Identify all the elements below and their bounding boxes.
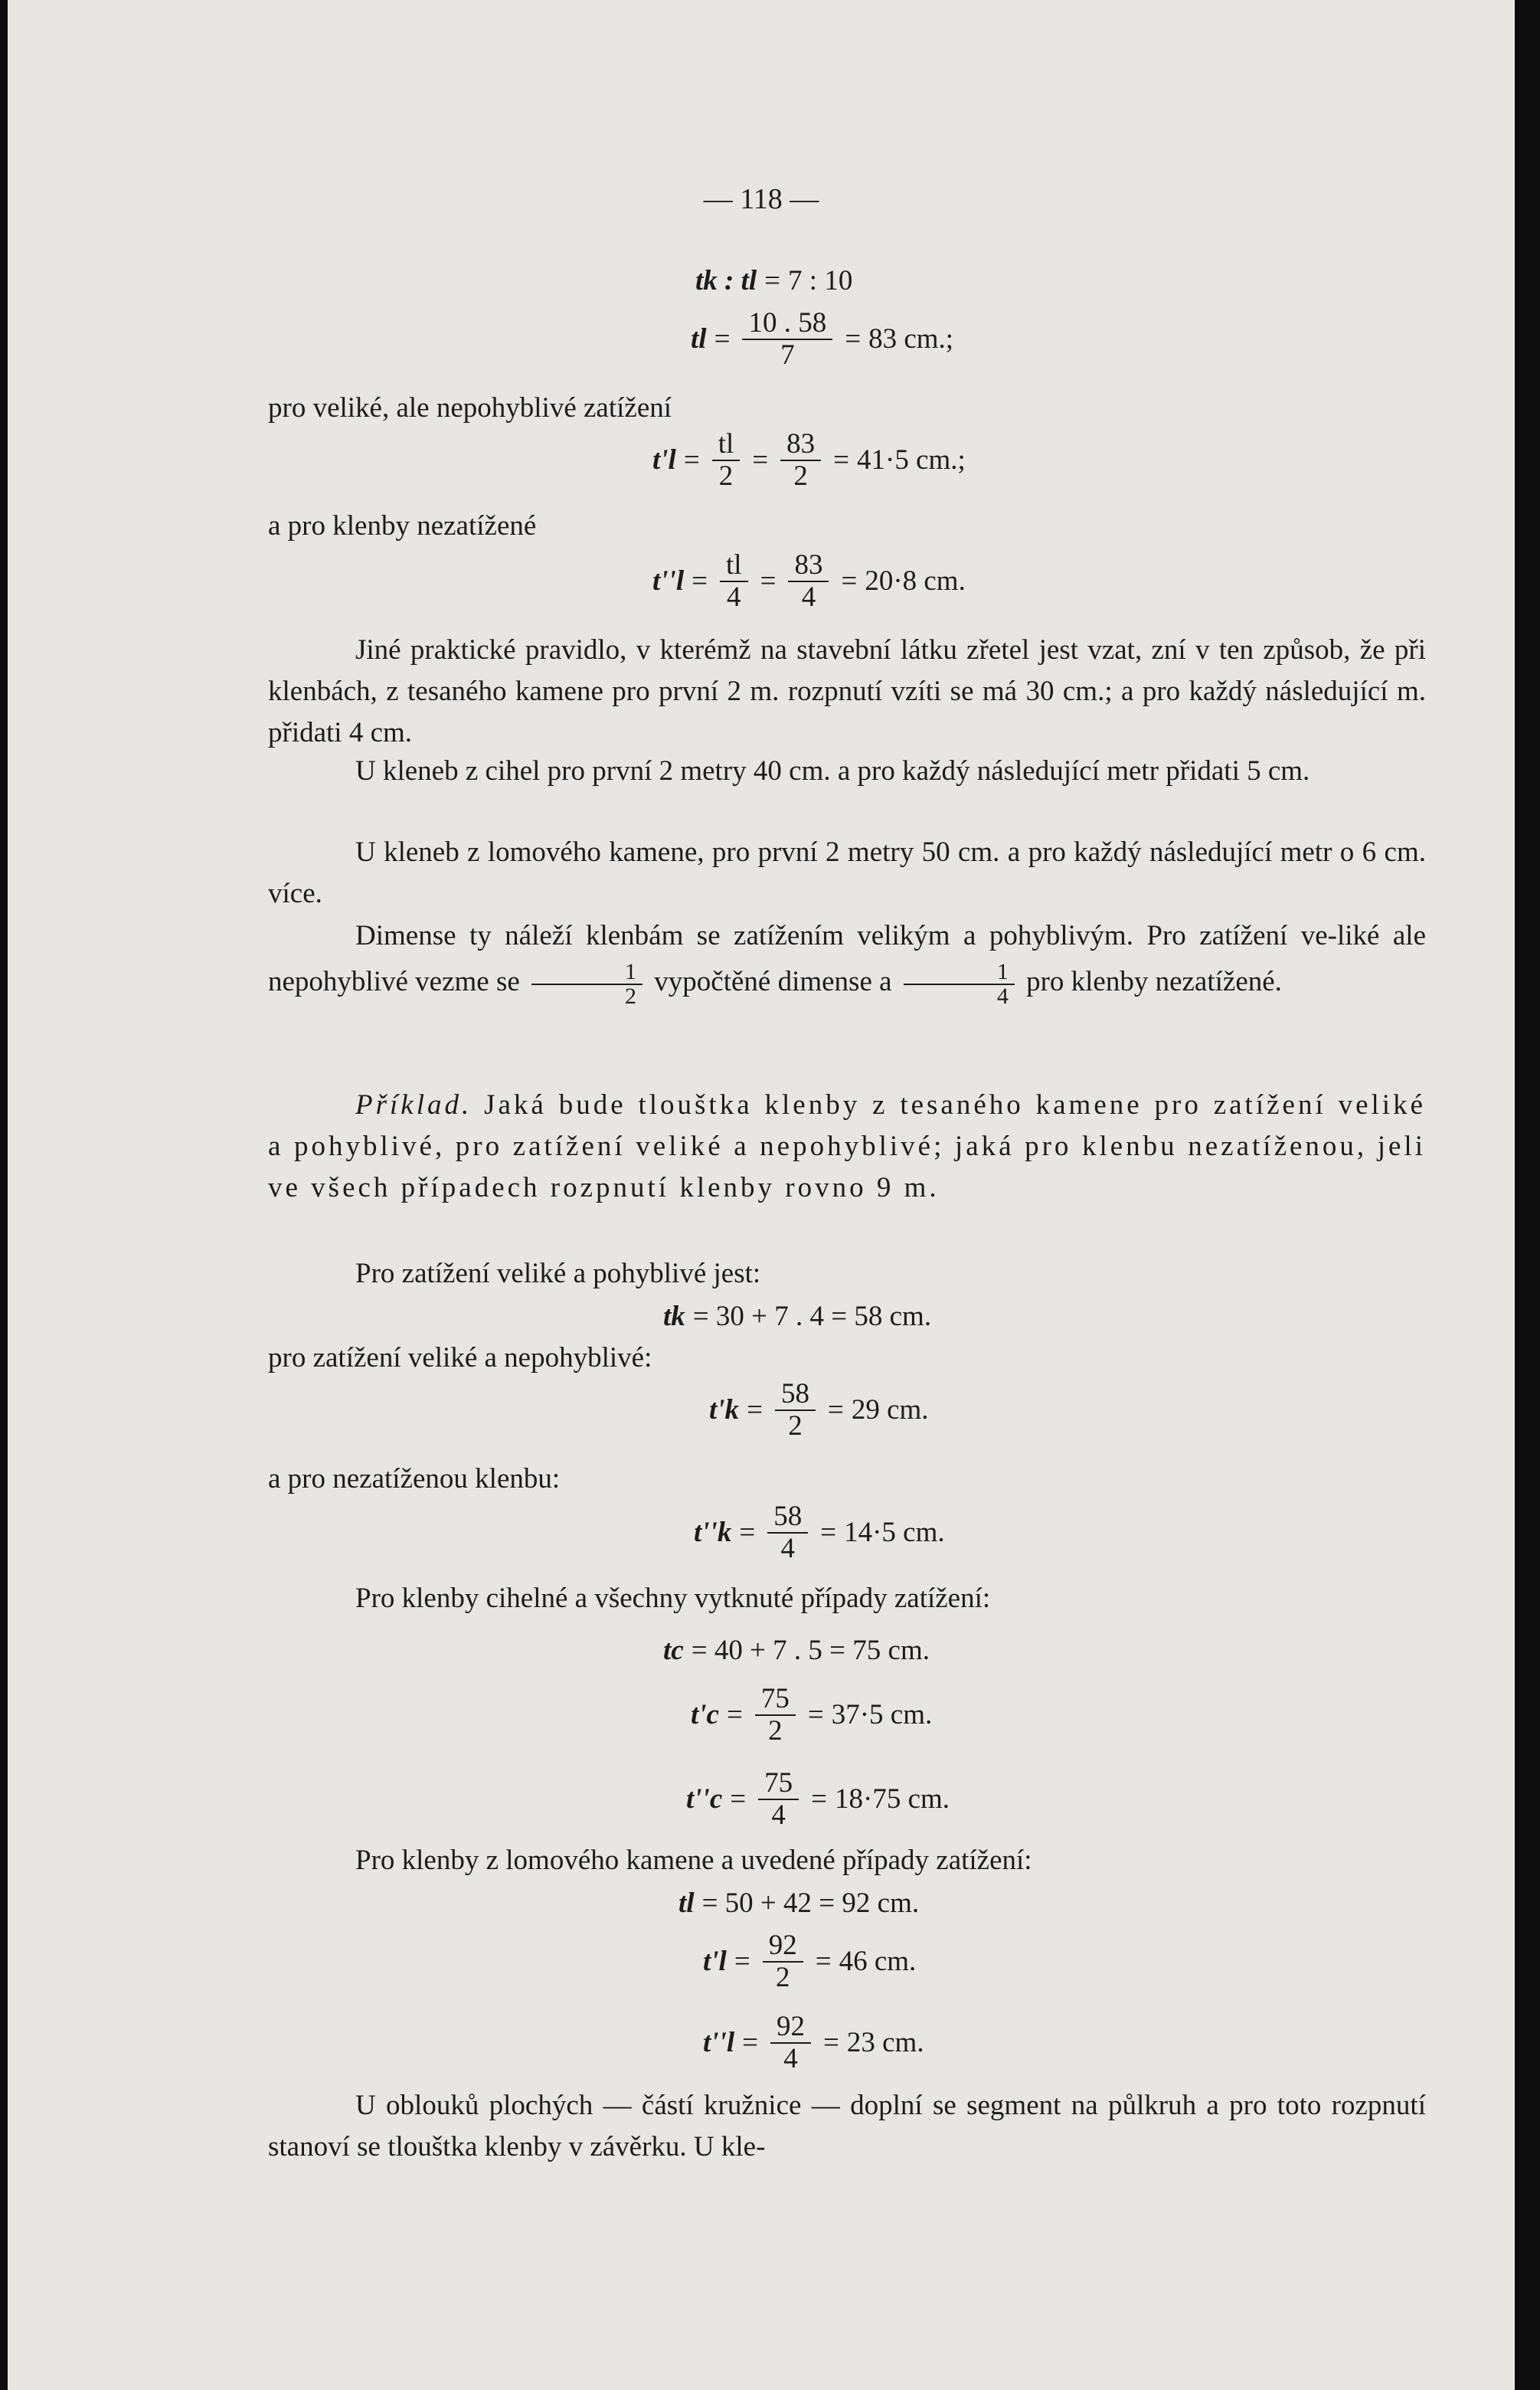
- equation-t1l2: t'l = $\frac{92}{2}$ = 46 cm.: [703, 1930, 917, 1993]
- priklad-label: Příklad.: [355, 1089, 472, 1121]
- equation-t1c: t'c = $\frac{75}{2}$ = 37·5 cm.: [691, 1683, 933, 1747]
- page-number: — 118 —: [703, 183, 819, 215]
- paragraph-jine: Jiné praktické pravidlo, v kterémž na stavební látku zřetel jest vzat, zní v ten způsob, že při klenbách, z tesaného kamene pro první 2 m. rozpnutí vzíti se má 30 cm.; a pro každý následující m. přidati 4 cm.: [268, 634, 1426, 748]
- paragraph-dimense: Dimense ty náleží klenbám se zatížením velikým a pohyblivým. Pro zatížení ve-liké ale nepohyblivé vezme se $\frac{1}{2}$ vypočtěné dimense a $\frac{1}{4}$ pro klenby nezatížené.: [268, 920, 1426, 1009]
- paragraph-cihel: U kleneb z cihel pro první 2 metry 40 cm. a pro každý následující metr přidati 5 cm.: [355, 755, 1310, 787]
- equation-t1k: t'k = $\frac{58}{2}$ = 29 cm.: [709, 1378, 929, 1442]
- equation-t2c: t''c = $\frac{75}{4}$ = 18·75 cm.: [686, 1767, 950, 1831]
- label-nepohyblive: pro zatížení veliké a nepohyblivé:: [268, 1342, 652, 1373]
- label-nezatizene: a pro klenby nezatížené: [268, 510, 537, 542]
- label-cihelne: Pro klenby cihelné a všechny vytknuté případy zatížení:: [355, 1583, 991, 1614]
- label-velike: pro veliké, ale nepohyblivé zatížení: [268, 392, 672, 424]
- label-nezatizenou: a pro nezatíženou klenbu:: [268, 1463, 561, 1495]
- label-lomove: Pro klenby z lomového kamene a uvedené případy zatížení:: [355, 1845, 1032, 1876]
- equation-t1l: t'l = $\frac{tl}{2}$ = $\frac{83}{2}$ = 41·5 cm.;: [652, 428, 966, 492]
- equation-tl2: tl = 50 + 42 = 92 cm.: [678, 1887, 920, 1919]
- equation-tk: tk = 30 + 7 . 4 = 58 cm.: [663, 1301, 932, 1332]
- equation-t2l: t''l = $\frac{tl}{4}$ = $\frac{83}{4}$ = 20·8 cm.: [652, 549, 966, 613]
- document-page: [8, 0, 1515, 2390]
- label-pohyblive: Pro zatížení veliké a pohyblivé jest:: [355, 1258, 761, 1289]
- paragraph-lomove: U kleneb z lomového kamene, pro první 2 metry 50 cm. a pro každý následující metr o 6 cm. více.: [268, 837, 1426, 909]
- equation-t2k: t''k = $\frac{58}{4}$ = 14·5 cm.: [694, 1501, 945, 1564]
- equation-tl: tl = $\frac{10 . 58}{7}$ = 83 cm.;: [691, 307, 954, 371]
- equation-ratio: tk : tl = 7 : 10: [695, 265, 853, 296]
- equation-t2l2: t''l = $\frac{92}{4}$ = 23 cm.: [703, 2011, 924, 2074]
- paragraph-oblouku: U oblouků plochých — částí kružnice — doplní se segment na půlkruh a pro toto rozpnutí stanoví se tlouštka klenby v závěrku. U kle-: [268, 2090, 1426, 2162]
- equation-tc: tc = 40 + 7 . 5 = 75 cm.: [663, 1635, 930, 1666]
- paragraph-priklad: [268, 1085, 1426, 1209]
- priklad-text: Jaká bude tlouštka klenby z tesaného kamene pro zatížení veliké a pohyblivé, pro zatížení veliké a nepohyblivé; jaká pro klenbu nezatíženou, jeli ve všech případech rozpnutí klenby rovno 9 m.: [268, 1089, 1426, 1203]
